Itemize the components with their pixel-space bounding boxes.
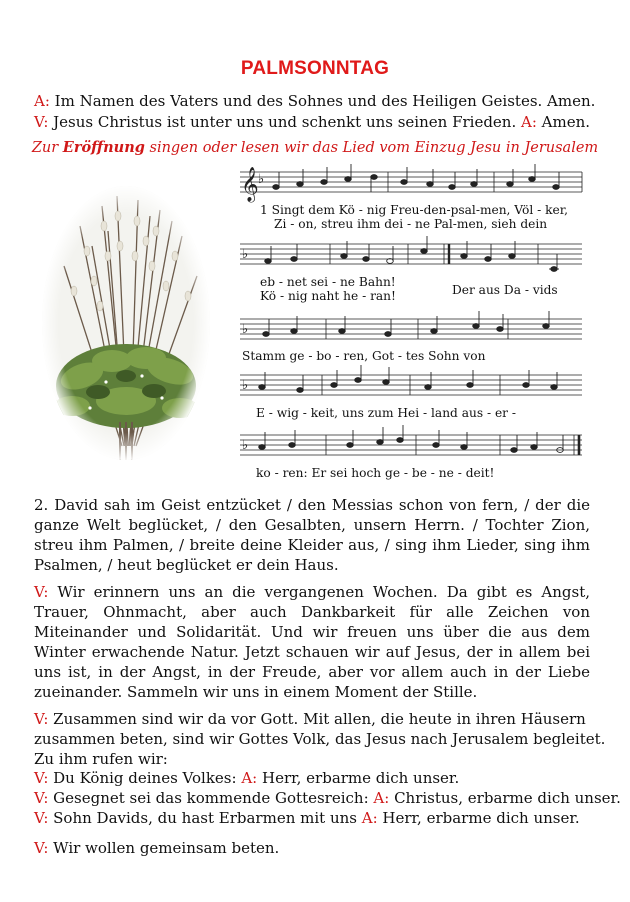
kyrie-line-1 — [34, 768, 459, 788]
opening-line-2 — [34, 112, 590, 132]
notes-staff-5 — [259, 425, 564, 452]
palm-bouquet-image — [42, 186, 210, 460]
opening-text: Im Namen des Vaters und des Sohnes und des Heiligen Geistes. Amen. — [49, 92, 596, 110]
lyric-line: eb - net sei - ne Bahn! — [260, 275, 396, 289]
lyric-line: Zi - on, streu ihm dei - ne Pal-men, sieh dein — [274, 217, 548, 231]
kyrie-line-3 — [34, 808, 580, 828]
flat-icon: ♭ — [242, 322, 249, 337]
intro-text: singen oder lesen wir das Lied vom Einzug Jesu in Jerusalem — [144, 140, 599, 156]
lyric-line: 1 Singt dem Kö - nig Freu-den-psal-men, Völ - ker, — [260, 203, 569, 217]
flat-icon: ♭ — [242, 247, 249, 262]
closing-text: Wir wollen gemeinsam beten. — [48, 839, 280, 857]
sheet-music — [238, 164, 584, 486]
together-line-3: Zu ihm rufen wir: — [34, 750, 168, 768]
reflection-text: Wir erinnern uns an die vergangenen Wochen. Da gibt es Angst, Trauer, Ohnmacht, aber auch Dankbarkeit für alle Zeichen von Miteinander und Solidarität. Und wir freuen uns über die aus dem Winter erwachende Natur. Jetzt schauen wir auf Jesus, der in allem bei uns ist, in der Angst, in der Freude, aber vor allem auch in der Liebe zueinander. Sammeln wir uns in einem Moment der Stille. — [34, 583, 590, 701]
intro-text: Zur — [31, 140, 63, 156]
speaker-label: V: — [34, 769, 49, 787]
together-text: Zusammen sind wir da vor Gott. Mit allen, die heute in ihren Häusern — [48, 710, 586, 728]
speaker-label: V: — [34, 789, 49, 807]
speaker-label: A: — [521, 113, 537, 131]
opening-text: Jesus Christus ist unter uns und schenkt uns seinen Frieden. — [48, 113, 522, 131]
song-intro — [0, 139, 630, 156]
flat-icon: ♭ — [258, 172, 265, 187]
kyrie-response: Herr, erbarme dich unser. — [257, 769, 460, 787]
flat-icon: ♭ — [242, 378, 249, 393]
kyrie-invocation: Gesegnet sei das kommende Gottesreich: — [48, 789, 374, 807]
opening-line-1 — [34, 91, 595, 111]
together-line-2: zusammen beten, sind wir Gottes Volk, das Jesus nach Jerusalem begleitet. — [34, 730, 606, 748]
notes-staff-1 — [273, 164, 560, 192]
lyric-line: E - wig - keit, uns zum Hei - land aus - er - — [256, 406, 516, 420]
speaker-label: V: — [34, 710, 49, 728]
lyric-line: Der aus Da - vids — [452, 283, 558, 297]
speaker-label: A: — [241, 769, 258, 787]
kyrie-response: Christus, erbarme dich unser. — [389, 789, 621, 807]
kyrie-response: Herr, erbarme dich unser. — [377, 809, 580, 827]
lyric-line: Kö - nig naht he - ran! — [260, 289, 396, 303]
lyric-line: ko - ren: Er sei hoch ge - be - ne - deit! — [256, 466, 495, 480]
kyrie-invocation: Sohn Davids, du hast Erbarmen mit uns — [48, 809, 362, 827]
verse-2: 2. David sah im Geist entzücket / den Messias schon von fern, / der die ganze Welt beglücket, / den Gesalbten, unsern Herrn. / Tochter Zion, streu ihm Palmen, / breite deine Kleider aus, / sing ihm Lieder, sing ihm Psalmen, / heut beglücket er dein Haus. — [34, 496, 590, 574]
staff-1 — [240, 172, 582, 192]
speaker-label: A: — [373, 789, 390, 807]
speaker-label: V: — [34, 839, 49, 857]
flat-icon: ♭ — [242, 438, 249, 453]
kyrie-invocation: Du König deines Volkes: — [48, 769, 242, 787]
kyrie-line-2 — [34, 788, 621, 808]
speaker-label: A: — [361, 809, 378, 827]
closing-line — [34, 838, 279, 858]
treble-clef-icon: 𝄞 — [241, 167, 259, 202]
staff-4 — [240, 375, 582, 395]
together-line-1 — [34, 709, 586, 729]
lyric-line: Stamm ge - bo - ren, Got - tes Sohn von — [242, 349, 486, 363]
intro-bold: Eröffnung — [62, 139, 145, 156]
speaker-label: V: — [34, 113, 49, 131]
page-title: PALMSONNTAG — [240, 58, 390, 79]
notes-staff-4 — [259, 365, 558, 392]
speaker-label: V: — [34, 809, 49, 827]
speaker-label: A: — [34, 92, 50, 110]
opening-response: Amen. — [536, 113, 591, 131]
speaker-label: V: — [34, 583, 49, 601]
reflection-paragraph — [34, 582, 590, 702]
